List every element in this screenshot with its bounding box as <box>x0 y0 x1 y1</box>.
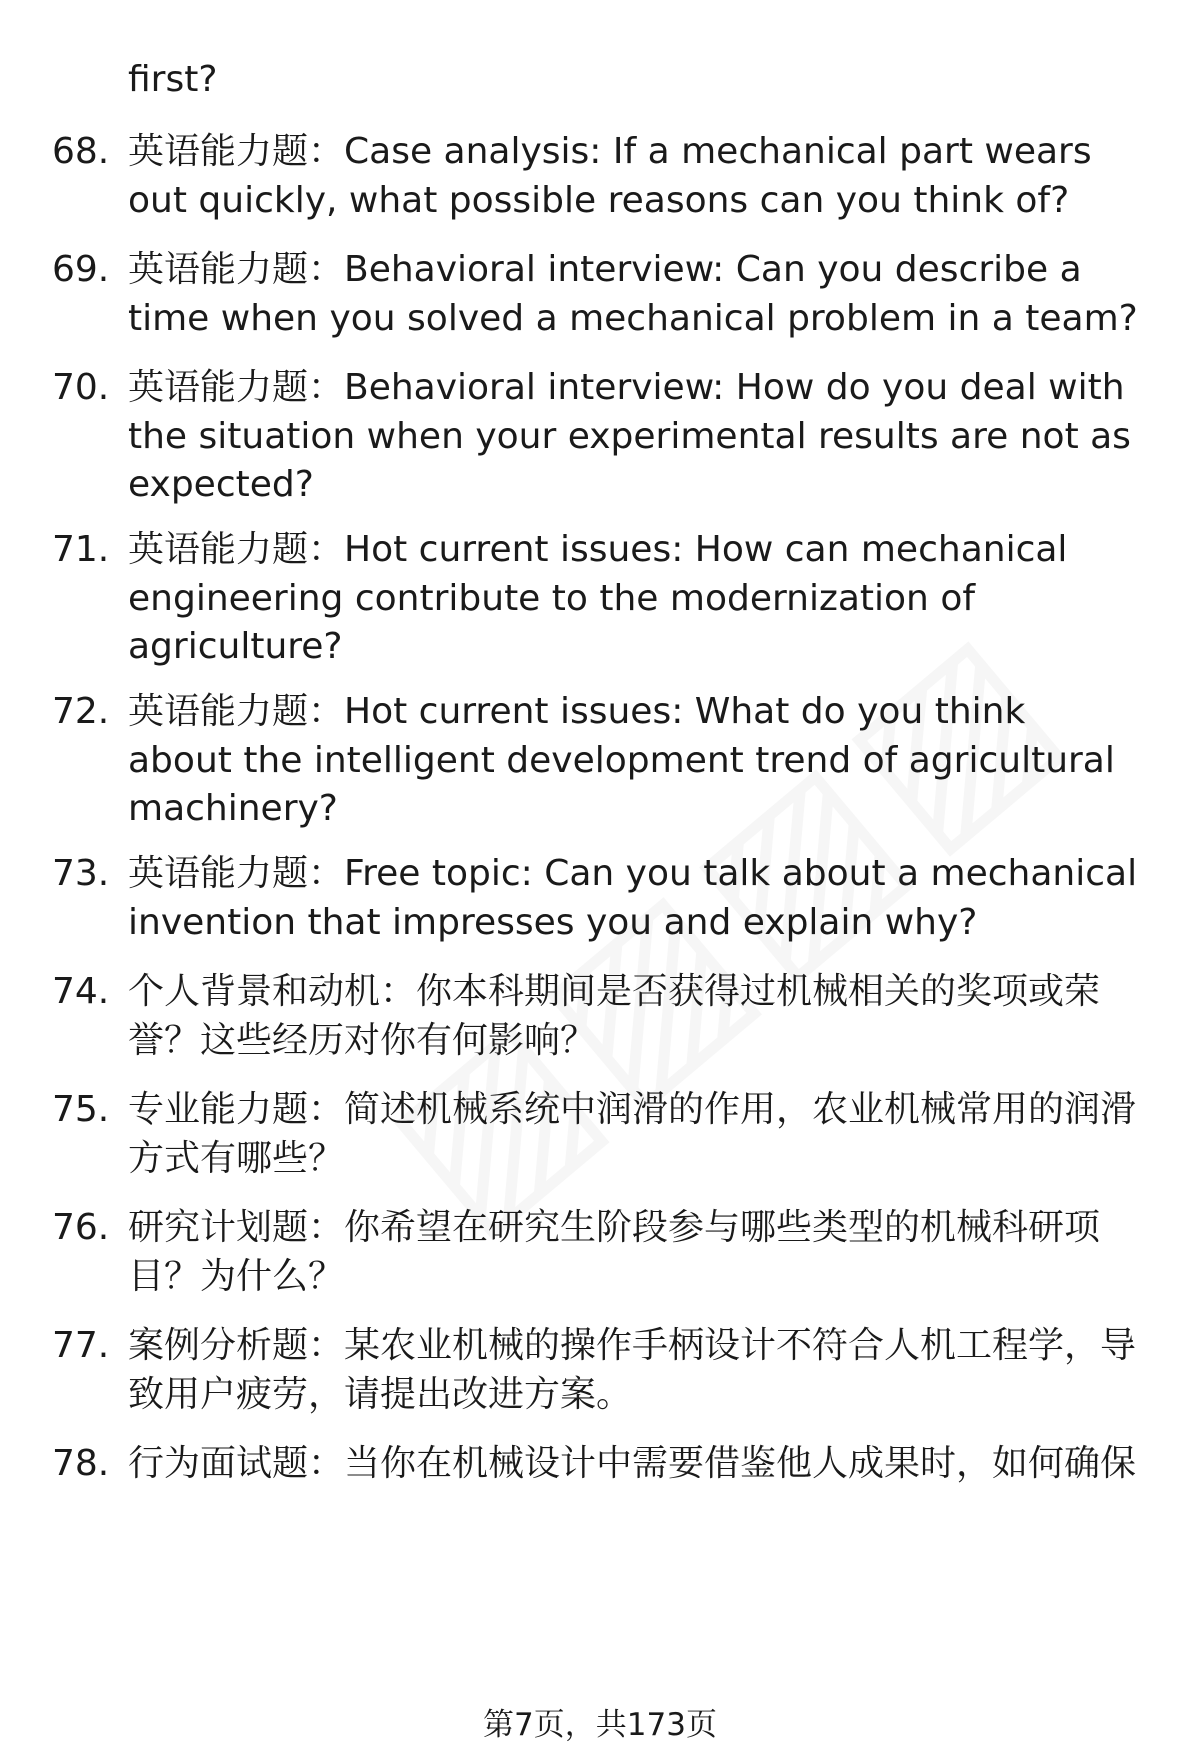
page-footer: 第7页，共173页 <box>483 1707 717 1743</box>
item-text: 专业能力题：简述机械系统中润滑的作用，农业机械常用的润滑方式有哪些？ <box>128 1089 1137 1179</box>
list-item <box>52 1086 1162 1183</box>
list-item <box>52 1322 1162 1419</box>
item-text: 英语能力题：Free topic: Can you talk about a mechanical invention that impresses you and explain why? <box>128 853 1138 943</box>
item-text: 英语能力题：Hot current issues: How can mechanical engineering contribute to the modernization of agriculture? <box>128 529 1068 667</box>
list-item <box>52 364 1162 510</box>
item-number: 76. <box>52 1207 110 1248</box>
item-text: 英语能力题：Hot current issues: What do you think about the intelligent development trend of agricultural machinery? <box>128 691 1115 829</box>
item-text: 案例分析题：某农业机械的操作手柄设计不符合人机工程学，导致用户疲劳，请提出改进方案。 <box>128 1325 1137 1415</box>
item-number: 77. <box>52 1325 110 1366</box>
list-item <box>52 1440 1162 1489</box>
item-number: 72. <box>52 691 110 732</box>
list-item <box>52 850 1162 947</box>
item-text: 英语能力题：Behavioral interview: Can you describe a time when you solved a mechanical problem in a team? <box>128 249 1138 339</box>
list-item <box>52 688 1162 834</box>
item-text: 行为面试题：当你在机械设计中需要借鉴他人成果时，如何确保 <box>128 1443 1137 1484</box>
list-item <box>52 968 1162 1065</box>
item-number: 75. <box>52 1089 110 1130</box>
list-item <box>52 526 1162 672</box>
item-number: 73. <box>52 853 110 894</box>
item-text: 英语能力题：Case analysis: If a mechanical part wears out quickly, what possible reasons can you think of? <box>128 131 1092 221</box>
item-number: 74. <box>52 971 110 1012</box>
list-item <box>52 1204 1162 1301</box>
item-number: 69. <box>52 249 110 290</box>
item-number: 78. <box>52 1443 110 1484</box>
item-number: 71. <box>52 529 110 570</box>
continuation-text: first? <box>128 59 218 100</box>
list-item <box>52 246 1162 343</box>
item-text: 英语能力题：Behavioral interview: How do you deal with the situation when your experimental results are not as expected? <box>128 367 1131 505</box>
item-text: 个人背景和动机：你本科期间是否获得过机械相关的奖项或荣誉？这些经历对你有何影响？ <box>128 971 1101 1061</box>
list-item <box>52 128 1162 225</box>
item-number: 70. <box>52 367 110 408</box>
item-number: 68. <box>52 131 110 172</box>
item-text: 研究计划题：你希望在研究生阶段参与哪些类型的机械科研项目？为什么？ <box>128 1207 1101 1297</box>
